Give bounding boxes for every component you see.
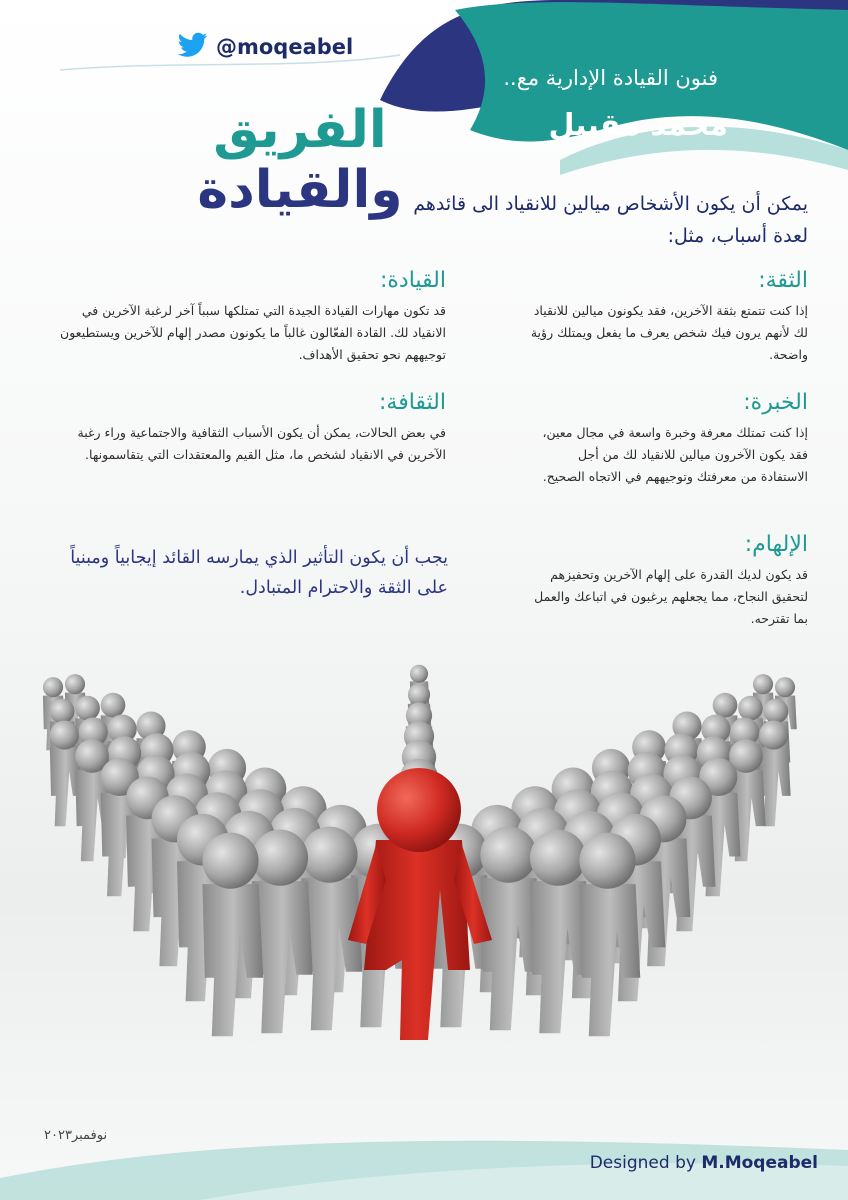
follower-figure xyxy=(579,833,640,1037)
follower-head xyxy=(753,674,773,694)
twitter-bird-icon xyxy=(178,32,208,62)
follower-head xyxy=(579,833,635,889)
section-trust-text: إذا كنت تتمتع بثقة الآخرين، فقد يكونون ميالين للانقياد لك لأنهم يرون فيك شخص يعرف ما يفعل ويمتلك رؤية واضحة. xyxy=(530,303,808,362)
follower-head xyxy=(775,677,795,697)
closing-quote: يجب أن يكون التأثير الذي يمارسه القائد إيجابياً ومبنياً على الثقة والاحترام المتبادل. xyxy=(70,548,448,598)
follower-body xyxy=(202,884,263,1036)
section-experience-text: إذا كنت تمتلك معرفة وخبرة واسعة في مجال معين، فقد يكون الآخرون ميالين للانقياد لك من أجل الاستفادة من معرفتك وتوجيههم في الاتجاه الصحيح. xyxy=(542,425,808,484)
follower-head xyxy=(713,693,738,718)
title-line-2: والقيادة xyxy=(197,160,403,220)
twitter-handle[interactable] xyxy=(178,30,353,64)
follower-head xyxy=(410,665,428,683)
title-line-1: الفريق xyxy=(213,100,387,160)
follower-figure xyxy=(252,830,313,1034)
section-leadership xyxy=(46,266,446,366)
section-trust xyxy=(528,266,808,366)
follower-head xyxy=(43,677,63,697)
section-trust-heading: الثقة: xyxy=(758,268,808,293)
section-inspiration xyxy=(528,530,808,630)
section-leadership-text: قد تكون مهارات القيادة الجيدة التي تمتلكها سبباً آخر لرغبة الآخرين في الانقياد لك. القادة الفعّالون غالباً ما يكونون مصدر إلهام للآخرين ويستطيعون توجيههم نحو تحقيق الأهداف. xyxy=(60,303,446,362)
section-experience-heading: الخبرة: xyxy=(743,390,808,415)
section-culture-text: في بعض الحالات، يمكن أن يكون الأسباب الثقافية والاجتماعية وراء رغبة الآخرين في الانقياد لشخص ما، مثل القيم والمعتقدات التي يتقاسمونها. xyxy=(77,425,446,462)
follower-head xyxy=(65,674,85,694)
designer-name: M.Moqeabel xyxy=(701,1153,818,1173)
follower-head xyxy=(738,696,763,721)
follower-head xyxy=(759,720,788,749)
section-leadership-heading: القيادة: xyxy=(379,268,446,293)
follower-head xyxy=(252,830,308,886)
follower-head xyxy=(50,720,79,749)
author-name: محمد مقيبل xyxy=(548,108,728,143)
follower-head xyxy=(50,699,75,724)
section-experience xyxy=(528,388,808,488)
section-culture xyxy=(46,388,446,466)
intro-text: يمكن أن يكون الأشخاص ميالين للانقياد الى قائدهم لعدة أسباب، مثل: xyxy=(413,193,808,247)
follower-head xyxy=(480,827,536,883)
follower-head xyxy=(301,827,357,883)
follower-head xyxy=(764,699,789,724)
section-culture-heading: الثقافة: xyxy=(378,390,446,415)
follower-figure xyxy=(202,833,263,1037)
follower-body xyxy=(579,884,640,1036)
follower-head xyxy=(202,833,258,889)
follower-head xyxy=(75,696,100,721)
header-subtitle: فنون القيادة الإدارية مع.. xyxy=(503,66,718,90)
footer-date: نوفمبر٢٠٢٣ xyxy=(44,1128,108,1143)
section-inspiration-heading: الإلهام: xyxy=(744,532,808,557)
crowd-illustration xyxy=(30,640,820,1060)
twitter-handle-text: @moqeabel xyxy=(216,35,354,59)
follower-head xyxy=(530,830,586,886)
designer-credit xyxy=(590,1153,818,1173)
designer-prefix: Designed by xyxy=(589,1153,696,1173)
follower-head xyxy=(101,693,126,718)
section-inspiration-text: قد يكون لديك القدرة على إلهام الآخرين وتحفيزهم لتحقيق النجاح، مما يجعلهم يرغبون في اتباعك والعمل بما تقترحه. xyxy=(534,567,808,626)
